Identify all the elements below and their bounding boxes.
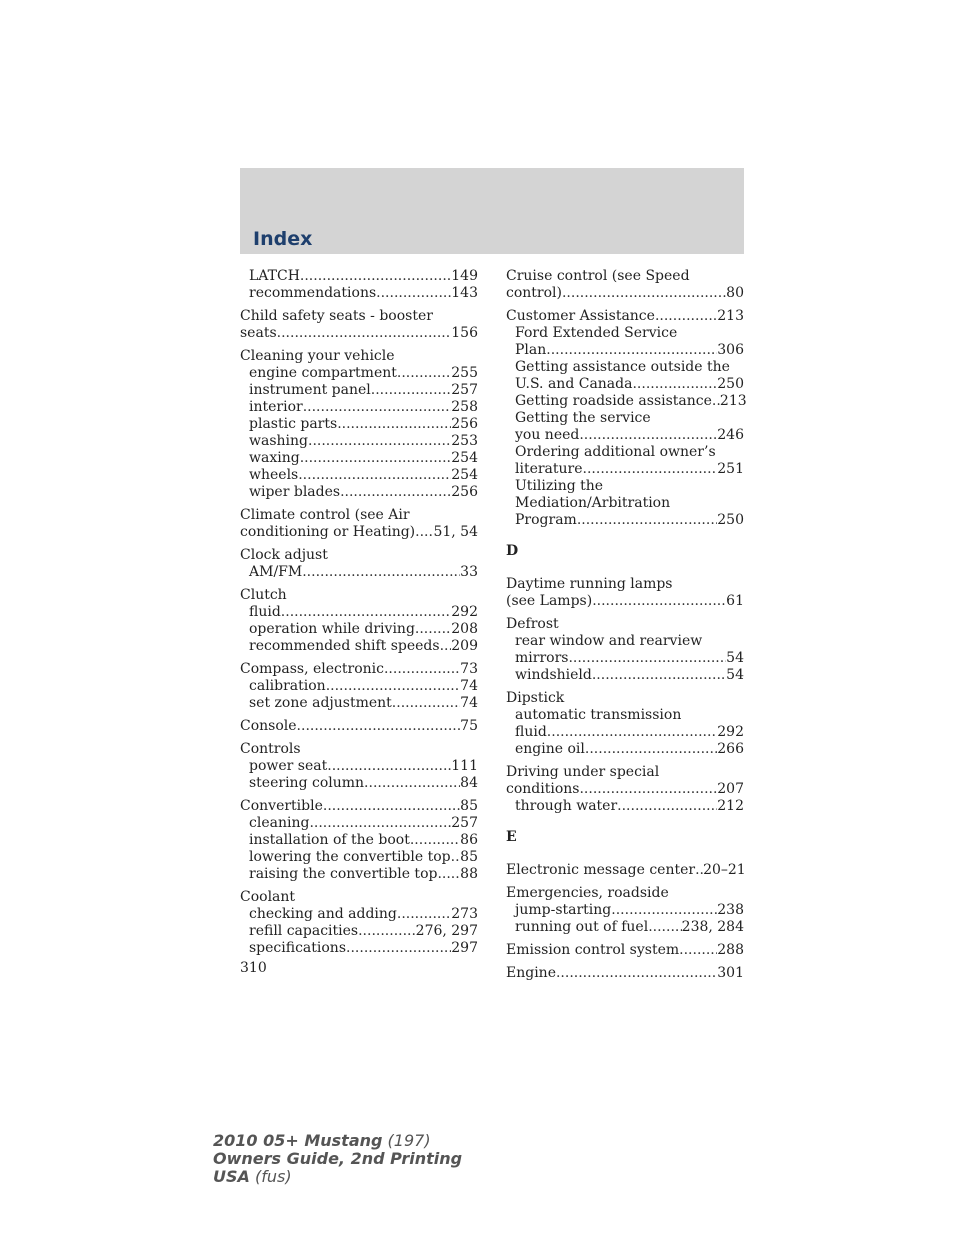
entry-term: Dipstick <box>506 690 565 706</box>
dot-leader <box>617 798 717 815</box>
entry-term: instrument panel <box>249 382 371 398</box>
dot-leader <box>358 923 416 940</box>
page-reference: 20–21 <box>703 862 746 878</box>
index-subentry-line <box>240 906 478 923</box>
entry-term: specifications <box>249 940 347 956</box>
index-subentry-line <box>506 342 744 359</box>
footer-region-code: (fus) <box>249 1167 292 1186</box>
index-entry-line <box>240 741 478 758</box>
dot-leader <box>326 678 460 695</box>
index-subentry-line <box>506 359 744 376</box>
entry-term: installation of the boot <box>249 832 410 848</box>
entry-term: wiper blades <box>249 484 341 500</box>
index-subentry-line <box>240 285 478 302</box>
index-subentry-line <box>506 376 744 393</box>
dot-leader <box>277 325 452 342</box>
entry-term: LATCH <box>249 268 300 284</box>
page-title: Index <box>253 228 313 250</box>
index-entry-line <box>506 268 744 285</box>
dot-leader <box>437 866 460 883</box>
entry-term: Getting roadside assistance <box>515 393 712 409</box>
dot-leader <box>562 285 726 302</box>
dot-leader <box>298 467 451 484</box>
dot-leader <box>303 399 452 416</box>
index-subentry-line <box>240 849 478 866</box>
page-reference: 257 <box>451 382 478 398</box>
page-reference: 266 <box>717 741 744 757</box>
page-reference: 306 <box>717 342 744 358</box>
page-reference: 238, 284 <box>681 919 744 935</box>
dot-leader <box>440 638 452 655</box>
index-entry <box>506 885 744 936</box>
entry-term: calibration <box>249 678 326 694</box>
entry-term: waxing <box>249 450 300 466</box>
page-reference: 301 <box>717 965 744 981</box>
dot-leader <box>611 902 717 919</box>
index-subentry-line <box>240 832 478 849</box>
page-reference: 212 <box>717 798 744 814</box>
index-entry <box>506 690 744 758</box>
page-reference: 246 <box>717 427 744 443</box>
dot-leader <box>364 775 460 792</box>
dot-leader <box>679 942 717 959</box>
index-entry-line <box>240 524 478 541</box>
index-column-right <box>506 268 747 988</box>
dot-leader <box>592 667 726 684</box>
entry-term: power seat <box>249 758 328 774</box>
dot-leader <box>346 940 451 957</box>
entry-term: Plan <box>515 342 547 358</box>
index-subentry-line <box>240 604 478 621</box>
page-reference: 213 <box>719 393 747 409</box>
entry-term: fluid <box>249 604 281 620</box>
entry-term: Getting the service <box>515 410 651 426</box>
entry-term: recommendations <box>249 285 377 301</box>
index-subentry-line <box>240 815 478 832</box>
dot-leader <box>302 564 460 581</box>
index-entry-line <box>506 616 744 633</box>
index-entry <box>506 764 744 815</box>
entry-term: raising the convertible top <box>249 866 438 882</box>
dot-leader <box>281 604 451 621</box>
index-entry-line <box>506 764 744 781</box>
dot-leader <box>415 621 451 638</box>
entry-term: operation while driving <box>249 621 415 637</box>
page-reference: 209 <box>451 638 478 654</box>
entry-term: recommended shift speeds <box>249 638 440 654</box>
index-subentry-line <box>240 484 478 501</box>
index-entry-line <box>506 862 744 879</box>
index-entry <box>506 862 744 879</box>
index-entry-line <box>240 661 478 678</box>
index-subentry-line <box>240 268 478 285</box>
entry-term: (see Lamps) <box>506 593 593 609</box>
entry-term: Driving under special <box>506 764 660 780</box>
page-reference: 292 <box>451 604 478 620</box>
dot-leader <box>323 798 460 815</box>
page-reference: 254 <box>451 450 478 466</box>
page-reference: 88 <box>460 866 478 882</box>
section-letter: D <box>506 543 519 559</box>
index-subentry-line <box>506 512 744 529</box>
page-reference: 254 <box>451 467 478 483</box>
page-reference: 73 <box>460 661 478 677</box>
entry-term: Mediation/Arbitration <box>515 495 671 511</box>
entry-term: Daytime running lamps <box>506 576 673 592</box>
index-entry-line <box>506 942 744 959</box>
index-entry-line <box>506 781 744 798</box>
index-subentry-line <box>240 467 478 484</box>
index-subentry-line <box>240 940 478 957</box>
dot-leader <box>655 308 717 325</box>
entry-term: U.S. and Canada <box>515 376 633 392</box>
index-entry-line <box>506 576 744 593</box>
dot-leader <box>392 695 460 712</box>
entry-term: steering column <box>249 775 365 791</box>
entry-term: Cruise control (see Speed <box>506 268 690 284</box>
entry-term: engine compartment <box>249 365 397 381</box>
dot-leader <box>308 433 451 450</box>
dot-leader <box>579 427 717 444</box>
index-subentry-line <box>506 410 744 427</box>
entry-term: literature <box>515 461 583 477</box>
index-entry <box>240 547 478 581</box>
page-reference: 255 <box>451 365 478 381</box>
page-reference: 61 <box>726 593 744 609</box>
entry-term: Compass, electronic <box>240 661 384 677</box>
index-subentry-line <box>506 724 744 741</box>
dot-leader <box>415 524 433 541</box>
index-subentry-line <box>506 478 744 495</box>
page-reference: 74 <box>460 678 478 694</box>
index-subentry-line <box>506 919 744 936</box>
page-reference: 156 <box>451 325 478 341</box>
index-entry <box>240 718 478 735</box>
page-reference: 276, 297 <box>415 923 478 939</box>
dot-leader <box>579 781 717 798</box>
page-reference: 288 <box>717 942 744 958</box>
index-entry-line <box>506 885 744 902</box>
index-entry <box>240 587 478 655</box>
entry-term: automatic transmission <box>515 707 682 723</box>
index-subentry-line <box>240 695 478 712</box>
entry-term: through water <box>515 798 618 814</box>
dot-leader <box>340 484 451 501</box>
page-reference: 251 <box>717 461 744 477</box>
page-reference: 250 <box>717 376 744 392</box>
page-reference: 85 <box>460 849 478 865</box>
index-entry <box>506 616 744 684</box>
page-reference: 85 <box>460 798 478 814</box>
index-subentry-line <box>240 775 478 792</box>
page-reference: 258 <box>451 399 478 415</box>
dot-leader <box>568 650 726 667</box>
page-reference: 54 <box>726 667 744 683</box>
index-entry-line <box>506 308 744 325</box>
page-reference: 75 <box>460 718 478 734</box>
entry-term: Clutch <box>240 587 287 603</box>
index-entry <box>506 268 744 302</box>
index-entry <box>240 889 478 957</box>
footer-model: 2010 05+ Mustang <box>213 1131 383 1150</box>
page-reference: 51, 54 <box>433 524 478 540</box>
dot-leader <box>397 365 451 382</box>
entry-term: rear window and rearview <box>515 633 703 649</box>
index-entry-line <box>240 798 478 815</box>
entry-term: Child safety seats - booster <box>240 308 433 324</box>
index-subentry-line <box>506 444 744 461</box>
dot-leader <box>585 741 717 758</box>
index-entry <box>240 661 478 712</box>
entry-term: Convertible <box>240 798 323 814</box>
index-header-band <box>240 168 744 254</box>
index-column-left <box>240 268 478 963</box>
entry-term: Getting assistance outside the <box>515 359 730 375</box>
dot-leader <box>712 393 720 410</box>
dot-leader <box>583 461 718 478</box>
index-entry <box>240 348 478 501</box>
page-reference: 256 <box>451 484 478 500</box>
index-subentry-line <box>506 495 744 512</box>
index-subentry-line <box>240 365 478 382</box>
dot-leader <box>556 965 717 982</box>
entry-term: running out of fuel <box>515 919 649 935</box>
document-footer <box>213 1132 462 1186</box>
entry-term: Cleaning your vehicle <box>240 348 395 364</box>
page-reference: 238 <box>717 902 744 918</box>
footer-model-code: (197) <box>382 1131 431 1150</box>
entry-term: Console <box>240 718 297 734</box>
index-subentry-line <box>240 433 478 450</box>
entry-term: conditioning or Heating) <box>240 524 416 540</box>
entry-term: Emission control system <box>506 942 680 958</box>
page-reference: 213 <box>717 308 744 324</box>
index-entry <box>240 798 478 883</box>
index-entry-line <box>240 507 478 524</box>
dot-leader <box>300 450 452 467</box>
dot-leader <box>546 342 717 359</box>
dot-leader <box>371 382 452 399</box>
index-subentry-line <box>506 461 744 478</box>
dot-leader <box>451 849 461 866</box>
footer-region: USA <box>213 1167 250 1186</box>
index-entry-line <box>240 348 478 365</box>
page-reference: 273 <box>451 906 478 922</box>
page-reference: 143 <box>451 285 478 301</box>
index-subentry-line <box>506 393 747 410</box>
index-subentry-line <box>240 758 478 775</box>
entry-term: windshield <box>515 667 592 683</box>
page-reference: 86 <box>460 832 478 848</box>
entry-term: control) <box>506 285 562 301</box>
page-reference: 54 <box>726 650 744 666</box>
index-subentry-line <box>506 650 744 667</box>
entry-term: Program <box>515 512 577 528</box>
index-entry <box>240 507 478 541</box>
dot-leader <box>384 661 460 678</box>
entry-term: Emergencies, roadside <box>506 885 669 901</box>
page-reference: 84 <box>460 775 478 791</box>
index-entry <box>506 942 744 959</box>
index-entry-line <box>506 965 744 982</box>
entry-term: Controls <box>240 741 301 757</box>
page-reference: 149 <box>451 268 478 284</box>
index-subentry-line <box>506 427 744 444</box>
page-reference: 207 <box>717 781 744 797</box>
index-entry <box>506 576 744 610</box>
entry-term: Coolant <box>240 889 296 905</box>
index-entry-line <box>240 325 478 342</box>
index-entry-line <box>506 593 744 610</box>
index-subentry-line <box>506 741 744 758</box>
entry-term: mirrors <box>515 650 569 666</box>
page-reference: 111 <box>451 758 478 774</box>
entry-term: AM/FM <box>249 564 303 580</box>
index-subentry-line <box>506 707 744 724</box>
entry-term: jump-starting <box>515 902 612 918</box>
page-reference: 250 <box>717 512 744 528</box>
entry-term: you need <box>515 427 580 443</box>
dot-leader <box>695 862 703 879</box>
entry-term: engine oil <box>515 741 585 757</box>
dot-leader <box>632 376 717 393</box>
dot-leader <box>648 919 681 936</box>
index-subentry-line <box>240 382 478 399</box>
page-reference: 253 <box>451 433 478 449</box>
index-entry-line <box>506 285 744 302</box>
entry-term: washing <box>249 433 308 449</box>
entry-term: Engine <box>506 965 556 981</box>
entry-term: Ford Extended Service <box>515 325 678 341</box>
index-entry <box>240 741 478 792</box>
entry-term: set zone adjustment <box>249 695 392 711</box>
dot-leader <box>547 724 717 741</box>
index-subentry-line <box>240 678 478 695</box>
index-subentry-line <box>240 638 478 655</box>
dot-leader <box>376 285 451 302</box>
entry-term: fluid <box>515 724 547 740</box>
entry-term: Ordering additional owner’s <box>515 444 716 460</box>
page-reference: 257 <box>451 815 478 831</box>
index-entry <box>506 965 744 982</box>
index-entry-line <box>240 718 478 735</box>
index-subentry-line <box>240 564 478 581</box>
page-reference: 208 <box>451 621 478 637</box>
index-entry <box>240 308 478 342</box>
dot-leader <box>327 758 451 775</box>
entry-term: Customer Assistance <box>506 308 655 324</box>
entry-term: conditions <box>506 781 580 797</box>
dot-leader <box>297 718 461 735</box>
footer-guide: Owners Guide, 2nd Printing <box>213 1149 463 1168</box>
index-subentry-line <box>240 621 478 638</box>
index-subentry-line <box>240 416 478 433</box>
entry-term: interior <box>249 399 303 415</box>
entry-term: lowering the convertible top <box>249 849 451 865</box>
index-subentry-line <box>240 399 478 416</box>
dot-leader <box>410 832 460 849</box>
page-number: 310 <box>240 960 267 976</box>
dot-leader <box>337 416 451 433</box>
entry-term: plastic parts <box>249 416 338 432</box>
index-subentry-line <box>240 450 478 467</box>
index-entry-line <box>506 690 744 707</box>
page-reference: 292 <box>717 724 744 740</box>
page-reference: 297 <box>451 940 478 956</box>
entry-term: Clock adjust <box>240 547 328 563</box>
index-subentry-line <box>506 798 744 815</box>
section-letter: E <box>506 829 517 845</box>
entry-term: Climate control (see Air <box>240 507 410 523</box>
entry-term: Defrost <box>506 616 559 632</box>
entry-term: cleaning <box>249 815 310 831</box>
entry-term: refill capacities <box>249 923 359 939</box>
dot-leader <box>592 593 726 610</box>
index-entry <box>240 268 478 302</box>
index-subentry-line <box>240 923 478 940</box>
index-subentry-line <box>506 325 744 342</box>
index-subentry-line <box>506 633 744 650</box>
entry-term: Electronic message center <box>506 862 696 878</box>
index-entry-line <box>240 587 478 604</box>
index-subentry-line <box>506 902 744 919</box>
index-entry-line <box>240 889 478 906</box>
dot-leader <box>397 906 451 923</box>
dot-leader <box>577 512 717 529</box>
dot-leader <box>309 815 451 832</box>
page-reference: 80 <box>726 285 744 301</box>
page-reference: 256 <box>451 416 478 432</box>
index-entry <box>506 308 747 529</box>
entry-term: Utilizing the <box>515 478 604 494</box>
page-reference: 74 <box>460 695 478 711</box>
entry-term: seats <box>240 325 277 341</box>
index-subentry-line <box>506 667 744 684</box>
dot-leader <box>300 268 451 285</box>
index-entry-line <box>240 308 478 325</box>
index-subentry-line <box>240 866 478 883</box>
page-reference: 33 <box>460 564 478 580</box>
index-entry-line <box>240 547 478 564</box>
entry-term: wheels <box>249 467 299 483</box>
entry-term: checking and adding <box>249 906 397 922</box>
